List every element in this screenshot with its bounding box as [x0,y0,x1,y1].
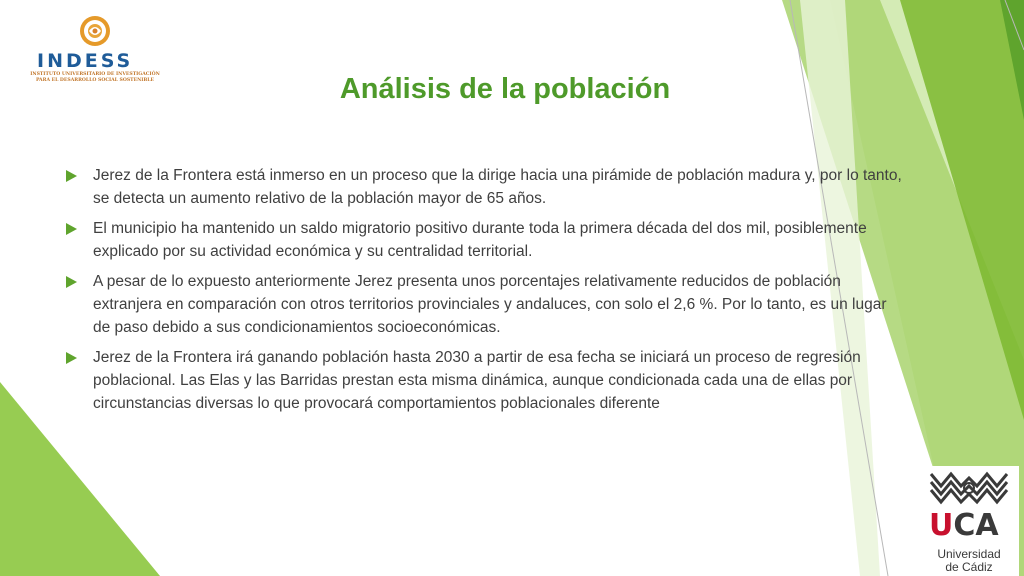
indess-subtitle [20,72,170,83]
uca-logo [919,466,1019,576]
bullet-arrow-icon [66,276,77,288]
uca-university-name [919,548,1019,574]
slide-title: Análisis de la población [339,73,671,105]
bullet-list [66,164,906,422]
indess-subtitle-line2: PARA EL DESARROLLO SOCIAL SOSTENIBLE [35,77,155,83]
uca-line1: Universidad [937,547,1001,561]
indess-subtitle-line1: INSTITUTO UNIVERSITARIO DE INVESTIGACIÓN [30,72,160,77]
uca-letters [929,508,999,543]
uca-letters-ca: CA [953,508,999,543]
bullet-item [66,217,906,263]
bullet-arrow-icon [66,223,77,235]
bullet-text: Jerez de la Frontera irá ganando población hasta 2030 a partir de esa fecha se iniciará un proceso de regresión poblacional. Las Elas y las Barridas prestan esta misma dinámica, aunque condicionada cada una de ellas por circunstancias diversas lo que provocará comportamientos poblacionales diferente [93,349,861,412]
indess-emblem-icon [20,14,170,54]
bullet-arrow-icon [66,170,77,182]
indess-name: INDESS [37,50,134,72]
uca-line2: de Cádiz [945,560,993,574]
bullet-arrow-icon [66,352,77,364]
bullet-text: El municipio ha mantenido un saldo migratorio positivo durante toda la primera década del dos mil, posiblemente explicado por su actividad económica y su centralidad territorial. [93,220,867,260]
bullet-item [66,164,906,210]
indess-logo [20,14,170,84]
uca-emblem-icon [919,466,1019,511]
bullet-text: A pesar de lo expuesto anteriormente Jerez presenta unos porcentajes relativamente reducidos de población extranjera en comparación con otros territorios provinciales y andaluces, con solo el 2,6 %. Por lo tanto, es un lugar de paso debido a sus condicionamientos socioeconómicas. [93,273,887,336]
bullet-item [66,270,906,339]
bullet-item [66,346,906,415]
bullet-text: Jerez de la Frontera está inmerso en un proceso que la dirige hacia una pirámide de población madura y, por lo tanto, se detecta un aumento relativo de la población mayor de 65 años. [93,167,902,207]
uca-letter-u: U [929,508,954,543]
